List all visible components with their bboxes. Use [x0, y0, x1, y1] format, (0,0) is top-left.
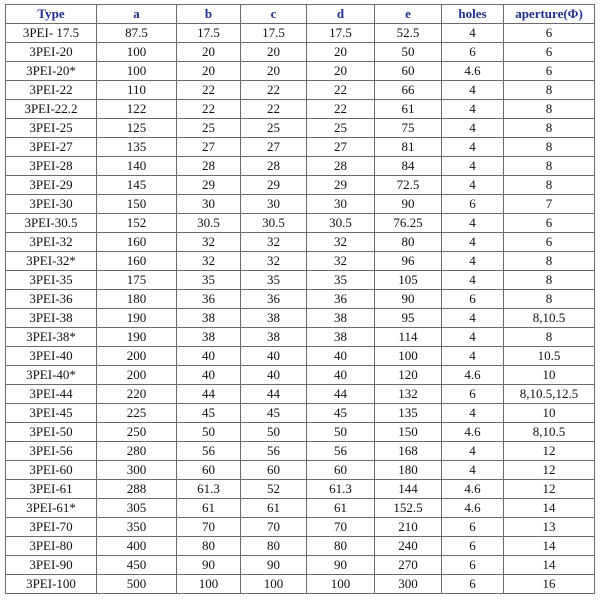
cell-holes: 4 [442, 119, 504, 138]
cell-a: 200 [97, 366, 177, 385]
header-d: d [307, 5, 375, 24]
cell-c: 52 [241, 480, 307, 499]
cell-holes: 4 [442, 442, 504, 461]
table-row [6, 385, 595, 404]
cell-aperture: 14 [504, 537, 595, 556]
cell-e: 90 [375, 195, 442, 214]
cell-c: 90 [241, 556, 307, 575]
cell-c: 32 [241, 233, 307, 252]
cell-d: 22 [307, 81, 375, 100]
cell-holes: 6 [442, 43, 504, 62]
table-row [6, 442, 595, 461]
cell-aperture: 8 [504, 252, 595, 271]
cell-b: 40 [177, 347, 241, 366]
table-row [6, 252, 595, 271]
cell-aperture: 13 [504, 518, 595, 537]
cell-c: 20 [241, 62, 307, 81]
cell-e: 100 [375, 347, 442, 366]
cell-b: 90 [177, 556, 241, 575]
cell-c: 30 [241, 195, 307, 214]
cell-aperture: 6 [504, 214, 595, 233]
cell-aperture: 10 [504, 404, 595, 423]
cell-c: 22 [241, 81, 307, 100]
cell-a: 180 [97, 290, 177, 309]
cell-b: 32 [177, 233, 241, 252]
cell-holes: 4 [442, 233, 504, 252]
cell-b: 36 [177, 290, 241, 309]
cell-e: 152.5 [375, 499, 442, 518]
cell-holes: 4.6 [442, 480, 504, 499]
cell-aperture: 6 [504, 62, 595, 81]
cell-b: 38 [177, 328, 241, 347]
cell-a: 280 [97, 442, 177, 461]
cell-aperture: 8,10.5,12.5 [504, 385, 595, 404]
cell-aperture: 8,10.5 [504, 423, 595, 442]
cell-aperture: 12 [504, 442, 595, 461]
table-row [6, 138, 595, 157]
cell-c: 70 [241, 518, 307, 537]
table-row [6, 518, 595, 537]
cell-c: 36 [241, 290, 307, 309]
table-row [6, 119, 595, 138]
cell-e: 95 [375, 309, 442, 328]
cell-a: 450 [97, 556, 177, 575]
cell-e: 96 [375, 252, 442, 271]
cell-holes: 4 [442, 138, 504, 157]
cell-holes: 4 [442, 81, 504, 100]
cell-c: 22 [241, 100, 307, 119]
cell-a: 140 [97, 157, 177, 176]
cell-a: 125 [97, 119, 177, 138]
table-row [6, 366, 595, 385]
cell-c: 40 [241, 366, 307, 385]
cell-d: 40 [307, 366, 375, 385]
cell-holes: 4 [442, 214, 504, 233]
cell-c: 38 [241, 328, 307, 347]
cell-e: 84 [375, 157, 442, 176]
cell-aperture: 8 [504, 271, 595, 290]
cell-holes: 4 [442, 461, 504, 480]
table-row [6, 62, 595, 81]
cell-b: 32 [177, 252, 241, 271]
cell-b: 80 [177, 537, 241, 556]
cell-holes: 4.6 [442, 499, 504, 518]
cell-e: 52.5 [375, 24, 442, 43]
table-row [6, 309, 595, 328]
cell-e: 144 [375, 480, 442, 499]
cell-d: 90 [307, 556, 375, 575]
cell-b: 50 [177, 423, 241, 442]
table-row [6, 404, 595, 423]
cell-a: 87.5 [97, 24, 177, 43]
cell-aperture: 14 [504, 499, 595, 518]
table-body [6, 24, 595, 594]
cell-type: 3PEI-60 [6, 461, 97, 480]
cell-c: 45 [241, 404, 307, 423]
cell-holes: 4 [442, 176, 504, 195]
cell-b: 29 [177, 176, 241, 195]
table-row [6, 556, 595, 575]
cell-type: 3PEI-25 [6, 119, 97, 138]
table-row [6, 499, 595, 518]
cell-e: 135 [375, 404, 442, 423]
cell-d: 50 [307, 423, 375, 442]
cell-d: 28 [307, 157, 375, 176]
cell-holes: 4.6 [442, 62, 504, 81]
cell-e: 50 [375, 43, 442, 62]
cell-type: 3PEI-30.5 [6, 214, 97, 233]
table-row [6, 43, 595, 62]
cell-type: 3PEI-40 [6, 347, 97, 366]
cell-holes: 4 [442, 271, 504, 290]
cell-b: 27 [177, 138, 241, 157]
cell-d: 45 [307, 404, 375, 423]
cell-holes: 4 [442, 309, 504, 328]
cell-type: 3PEI-90 [6, 556, 97, 575]
cell-b: 61 [177, 499, 241, 518]
cell-type: 3PEI-38 [6, 309, 97, 328]
cell-aperture: 7 [504, 195, 595, 214]
cell-a: 305 [97, 499, 177, 518]
cell-b: 70 [177, 518, 241, 537]
header-a: a [97, 5, 177, 24]
cell-a: 400 [97, 537, 177, 556]
cell-d: 70 [307, 518, 375, 537]
table-row [6, 461, 595, 480]
cell-a: 200 [97, 347, 177, 366]
table-row [6, 271, 595, 290]
cell-aperture: 8,10.5 [504, 309, 595, 328]
cell-b: 40 [177, 366, 241, 385]
cell-c: 25 [241, 119, 307, 138]
cell-holes: 4 [442, 24, 504, 43]
header-aperture: aperture(Φ) [504, 5, 595, 24]
cell-b: 30 [177, 195, 241, 214]
table-row [6, 575, 595, 594]
cell-d: 61.3 [307, 480, 375, 499]
cell-c: 100 [241, 575, 307, 594]
table-row [6, 24, 595, 43]
cell-b: 35 [177, 271, 241, 290]
cell-aperture: 12 [504, 480, 595, 499]
cell-d: 27 [307, 138, 375, 157]
cell-holes: 6 [442, 385, 504, 404]
cell-d: 32 [307, 252, 375, 271]
cell-holes: 6 [442, 575, 504, 594]
header-type: Type [6, 5, 97, 24]
cell-e: 270 [375, 556, 442, 575]
cell-d: 38 [307, 309, 375, 328]
cell-type: 3PEI-56 [6, 442, 97, 461]
cell-b: 30.5 [177, 214, 241, 233]
cell-holes: 4 [442, 328, 504, 347]
cell-holes: 4.6 [442, 366, 504, 385]
table-header [6, 5, 595, 24]
cell-holes: 4 [442, 252, 504, 271]
cell-a: 500 [97, 575, 177, 594]
cell-type: 3PEI-100 [6, 575, 97, 594]
cell-holes: 4 [442, 157, 504, 176]
cell-type: 3PEI-44 [6, 385, 97, 404]
cell-type: 3PEI-29 [6, 176, 97, 195]
cell-type: 3PEI-38* [6, 328, 97, 347]
table-row [6, 214, 595, 233]
cell-e: 240 [375, 537, 442, 556]
cell-c: 27 [241, 138, 307, 157]
cell-type: 3PEI- 17.5 [6, 24, 97, 43]
cell-d: 25 [307, 119, 375, 138]
cell-e: 168 [375, 442, 442, 461]
cell-a: 288 [97, 480, 177, 499]
header-row [6, 5, 595, 24]
cell-c: 32 [241, 252, 307, 271]
cell-e: 90 [375, 290, 442, 309]
cell-type: 3PEI-80 [6, 537, 97, 556]
table-row [6, 290, 595, 309]
cell-c: 20 [241, 43, 307, 62]
cell-a: 145 [97, 176, 177, 195]
table-row [6, 480, 595, 499]
cell-b: 100 [177, 575, 241, 594]
cell-a: 160 [97, 252, 177, 271]
cell-e: 75 [375, 119, 442, 138]
cell-holes: 6 [442, 556, 504, 575]
cell-e: 210 [375, 518, 442, 537]
table-row [6, 328, 595, 347]
cell-c: 56 [241, 442, 307, 461]
cell-aperture: 16 [504, 575, 595, 594]
cell-aperture: 8 [504, 100, 595, 119]
cell-c: 50 [241, 423, 307, 442]
cell-b: 38 [177, 309, 241, 328]
cell-b: 44 [177, 385, 241, 404]
cell-b: 45 [177, 404, 241, 423]
table-row [6, 233, 595, 252]
cell-type: 3PEI-28 [6, 157, 97, 176]
header-holes: holes [442, 5, 504, 24]
cell-aperture: 8 [504, 81, 595, 100]
cell-aperture: 8 [504, 119, 595, 138]
cell-b: 22 [177, 81, 241, 100]
table-row [6, 195, 595, 214]
cell-holes: 4 [442, 404, 504, 423]
cell-aperture: 8 [504, 176, 595, 195]
header-b: b [177, 5, 241, 24]
cell-holes: 4 [442, 347, 504, 366]
cell-a: 152 [97, 214, 177, 233]
cell-a: 122 [97, 100, 177, 119]
cell-b: 22 [177, 100, 241, 119]
cell-c: 35 [241, 271, 307, 290]
cell-d: 29 [307, 176, 375, 195]
table-row [6, 537, 595, 556]
cell-a: 100 [97, 62, 177, 81]
cell-d: 44 [307, 385, 375, 404]
table-row [6, 100, 595, 119]
cell-c: 29 [241, 176, 307, 195]
cell-a: 350 [97, 518, 177, 537]
cell-e: 81 [375, 138, 442, 157]
cell-type: 3PEI-35 [6, 271, 97, 290]
cell-b: 56 [177, 442, 241, 461]
cell-d: 30.5 [307, 214, 375, 233]
cell-c: 17.5 [241, 24, 307, 43]
cell-aperture: 6 [504, 233, 595, 252]
cell-b: 28 [177, 157, 241, 176]
cell-d: 40 [307, 347, 375, 366]
cell-d: 20 [307, 62, 375, 81]
cell-e: 80 [375, 233, 442, 252]
cell-aperture: 6 [504, 43, 595, 62]
spec-sheet [5, 4, 594, 594]
cell-type: 3PEI-36 [6, 290, 97, 309]
cell-a: 160 [97, 233, 177, 252]
cell-type: 3PEI-32* [6, 252, 97, 271]
table-row [6, 423, 595, 442]
cell-aperture: 14 [504, 556, 595, 575]
cell-aperture: 12 [504, 461, 595, 480]
cell-a: 225 [97, 404, 177, 423]
cell-aperture: 8 [504, 157, 595, 176]
cell-holes: 6 [442, 537, 504, 556]
cell-aperture: 6 [504, 24, 595, 43]
cell-d: 17.5 [307, 24, 375, 43]
cell-type: 3PEI-40* [6, 366, 97, 385]
cell-d: 32 [307, 233, 375, 252]
header-c: c [241, 5, 307, 24]
cell-e: 66 [375, 81, 442, 100]
cell-type: 3PEI-45 [6, 404, 97, 423]
table-row [6, 157, 595, 176]
cell-d: 100 [307, 575, 375, 594]
cell-holes: 6 [442, 518, 504, 537]
cell-c: 80 [241, 537, 307, 556]
cell-e: 72.5 [375, 176, 442, 195]
cell-holes: 6 [442, 290, 504, 309]
cell-holes: 4.6 [442, 423, 504, 442]
cell-type: 3PEI-30 [6, 195, 97, 214]
table-row [6, 176, 595, 195]
cell-d: 56 [307, 442, 375, 461]
cell-d: 35 [307, 271, 375, 290]
cell-e: 60 [375, 62, 442, 81]
cell-type: 3PEI-20* [6, 62, 97, 81]
cell-a: 135 [97, 138, 177, 157]
cell-c: 30.5 [241, 214, 307, 233]
cell-type: 3PEI-50 [6, 423, 97, 442]
cell-a: 250 [97, 423, 177, 442]
cell-a: 175 [97, 271, 177, 290]
cell-e: 76.25 [375, 214, 442, 233]
cell-d: 20 [307, 43, 375, 62]
cell-a: 100 [97, 43, 177, 62]
cell-d: 22 [307, 100, 375, 119]
cell-d: 36 [307, 290, 375, 309]
cell-aperture: 8 [504, 138, 595, 157]
cell-c: 40 [241, 347, 307, 366]
cell-c: 61 [241, 499, 307, 518]
cell-a: 150 [97, 195, 177, 214]
header-e: e [375, 5, 442, 24]
cell-type: 3PEI-70 [6, 518, 97, 537]
cell-holes: 4 [442, 100, 504, 119]
cell-b: 17.5 [177, 24, 241, 43]
table-row [6, 347, 595, 366]
cell-b: 60 [177, 461, 241, 480]
cell-d: 61 [307, 499, 375, 518]
cell-type: 3PEI-32 [6, 233, 97, 252]
cell-c: 60 [241, 461, 307, 480]
cell-type: 3PEI-61* [6, 499, 97, 518]
cell-type: 3PEI-61 [6, 480, 97, 499]
cell-a: 220 [97, 385, 177, 404]
cell-b: 20 [177, 62, 241, 81]
dimension-table [5, 4, 595, 594]
cell-c: 38 [241, 309, 307, 328]
cell-e: 180 [375, 461, 442, 480]
cell-a: 190 [97, 309, 177, 328]
cell-e: 105 [375, 271, 442, 290]
cell-e: 150 [375, 423, 442, 442]
cell-d: 38 [307, 328, 375, 347]
cell-b: 25 [177, 119, 241, 138]
cell-b: 61.3 [177, 480, 241, 499]
cell-a: 190 [97, 328, 177, 347]
cell-a: 300 [97, 461, 177, 480]
cell-c: 44 [241, 385, 307, 404]
cell-aperture: 8 [504, 328, 595, 347]
cell-e: 120 [375, 366, 442, 385]
cell-holes: 6 [442, 195, 504, 214]
cell-aperture: 8 [504, 290, 595, 309]
cell-d: 80 [307, 537, 375, 556]
cell-type: 3PEI-22.2 [6, 100, 97, 119]
cell-aperture: 10.5 [504, 347, 595, 366]
cell-aperture: 10 [504, 366, 595, 385]
cell-d: 60 [307, 461, 375, 480]
cell-type: 3PEI-20 [6, 43, 97, 62]
cell-e: 300 [375, 575, 442, 594]
cell-d: 30 [307, 195, 375, 214]
cell-e: 132 [375, 385, 442, 404]
cell-b: 20 [177, 43, 241, 62]
cell-type: 3PEI-27 [6, 138, 97, 157]
table-row [6, 81, 595, 100]
cell-a: 110 [97, 81, 177, 100]
cell-c: 28 [241, 157, 307, 176]
cell-type: 3PEI-22 [6, 81, 97, 100]
cell-e: 114 [375, 328, 442, 347]
cell-e: 61 [375, 100, 442, 119]
